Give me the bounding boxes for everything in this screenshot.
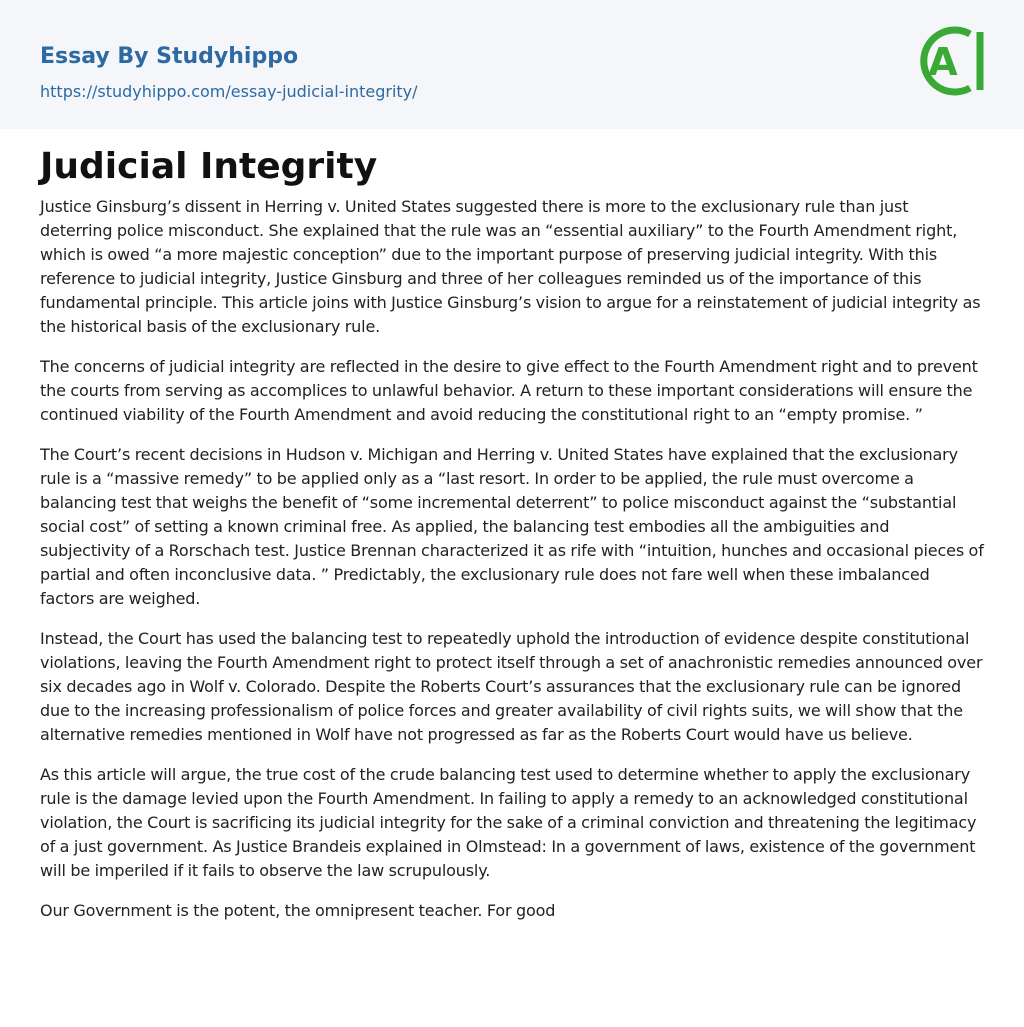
site-title: Essay By Studyhippo <box>40 44 299 69</box>
article-paragraph: As this article will argue, the true cost of the crude balancing test used to determine whether to apply the exclusionary rule is the damage levied upon the Fourth Amendment. In failing to apply a remedy to an acknowledged constitutional violation, the Court is sacrificing its judicial integrity for the sake of a criminal conviction and threatening the legitimacy of a just government. As Justice Brandeis explained in Olmstead: In a government of laws, existence of the government will be imperiled if it fails to observe the law scrupulously. <box>40 765 977 880</box>
page-title: Judicial Integrity <box>40 146 378 187</box>
article <box>0 129 1024 923</box>
article-paragraph: The concerns of judicial integrity are reflected in the desire to give effect to the Fourth Amendment right and to prevent the courts from serving as accomplices to unlawful behavior. A return to these important considerations will ensure the continued viability of the Fourth Amendment and avoid reducing the constitutional right to an “empty promise. ” <box>40 357 978 424</box>
page-header <box>0 0 1024 129</box>
article-paragraph: Instead, the Court has used the balancing test to repeatedly uphold the introduction of evidence despite constitutional violations, leaving the Fourth Amendment right to protect itself through a set of anachronistic remedies announced over six decades ago in Wolf v. Colorado. Despite the Roberts Court’s assurances that the exclusionary rule can be ignored due to the increasing professionalism of police forces and greater availability of civil rights suits, we will show that the alternative remedies mentioned in Wolf have not progressed as far as the Roberts Court would have us believe. <box>40 629 983 744</box>
article-paragraph: Our Government is the potent, the omnipresent teacher. For good <box>40 901 556 920</box>
logo-letter: A <box>928 40 958 84</box>
article-paragraph: The Court’s recent decisions in Hudson v. Michigan and Herring v. United States have explained that the exclusionary rule is a “massive remedy” to be applied only as a “last resort. In order to be applied, the rule must overcome a balancing test that weighs the benefit of “some incremental deterrent” to police misconduct against the “substantial social cost” of setting a known criminal free. As applied, the balancing test embodies all the ambiguities and subjectivity of a Rorschach test. Justice Brennan characterized it as rife with “intuition, hunches and occasional pieces of partial and often inconclusive data. ” Predictably, the exclusionary rule does not fare well when these imbalanced factors are weighed. <box>40 445 984 608</box>
article-paragraph: Justice Ginsburg’s dissent in Herring v. United States suggested there is more to the exclusionary rule than just deterring police misconduct. She explained that the rule was an “essential auxiliary” to the Fourth Amendment right, which is owed “a more majestic conception” due to the important purpose of preserving judicial integrity. With this reference to judicial integrity, Justice Ginsburg and three of her colleagues reminded us of the importance of this fundamental principle. This article joins with Justice Ginsburg’s vision to argue for a reinstatement of judicial integrity as the historical basis of the exclusionary rule. <box>40 197 981 336</box>
essay-url-link[interactable]: https://studyhippo.com/essay-judicial-integrity/ <box>40 82 418 101</box>
studyhippo-logo-icon[interactable] <box>914 18 986 104</box>
